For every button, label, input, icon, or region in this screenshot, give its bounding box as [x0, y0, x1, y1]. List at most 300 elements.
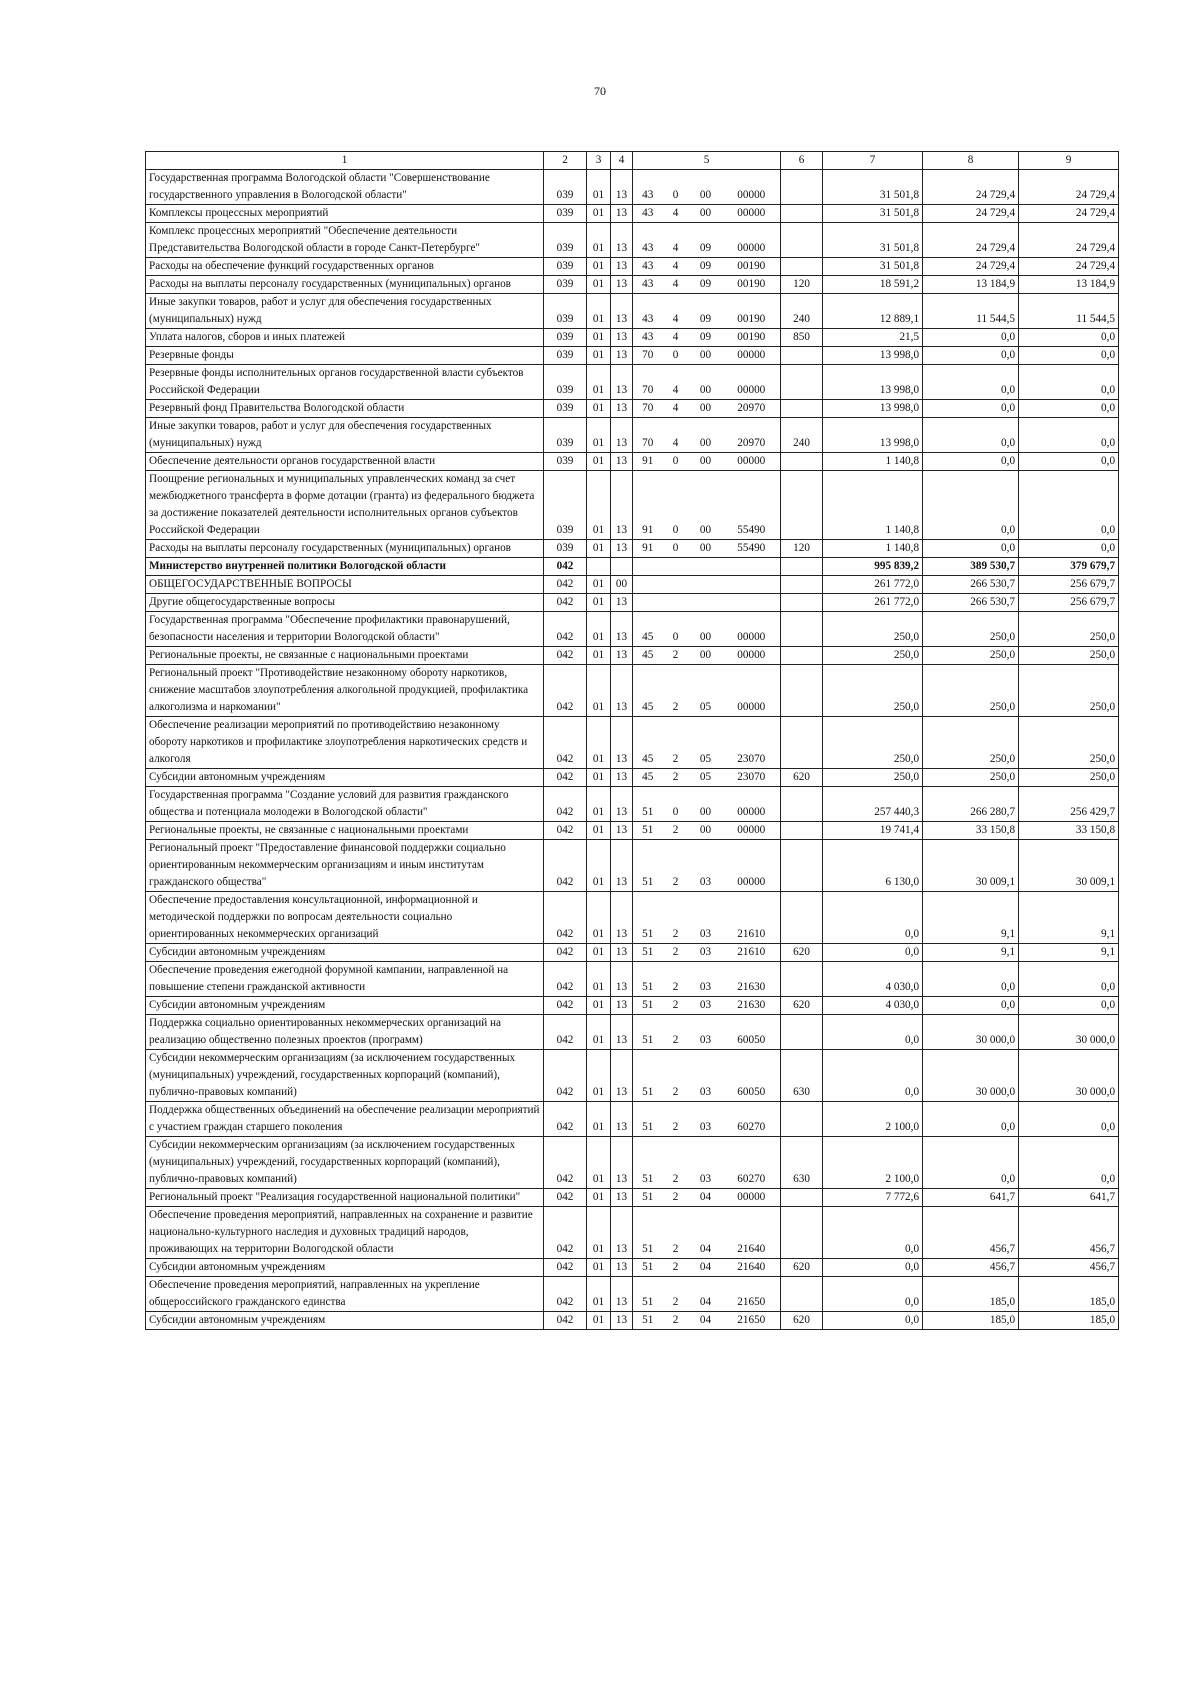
- subprogram-code-cell: 0: [663, 540, 689, 558]
- amount-year2-cell: 456,7: [923, 1207, 1019, 1259]
- subsection-code-cell: 13: [611, 822, 633, 840]
- subprogram-code-cell: 2: [663, 822, 689, 840]
- table-row: [146, 365, 1119, 400]
- subprogram-code-cell: 2: [663, 1015, 689, 1050]
- table-row: [146, 170, 1119, 205]
- subsection-code-cell: 13: [611, 329, 633, 347]
- program-code-cell: 51: [633, 1102, 663, 1137]
- program-code-cell: 45: [633, 717, 663, 769]
- row-name-cell: Резервные фонды: [146, 347, 544, 365]
- ministry-code-cell: 039: [544, 540, 587, 558]
- measure-code-cell: 00: [689, 205, 723, 223]
- subsection-code-cell: 13: [611, 400, 633, 418]
- amount-year1-cell: 12 889,1: [823, 294, 923, 329]
- program-code-cell: [633, 576, 663, 594]
- table-row: [146, 540, 1119, 558]
- ministry-code-cell: 039: [544, 471, 587, 540]
- program-code-cell: 51: [633, 1312, 663, 1330]
- measure-code-cell: 04: [689, 1189, 723, 1207]
- measure-code-cell: 04: [689, 1259, 723, 1277]
- section-code-cell: 01: [587, 717, 611, 769]
- section-code-cell: 01: [587, 997, 611, 1015]
- subsection-code-cell: 13: [611, 717, 633, 769]
- subsection-code-cell: 13: [611, 1189, 633, 1207]
- amount-year1-cell: 6 130,0: [823, 840, 923, 892]
- measure-code-cell: 09: [689, 223, 723, 258]
- subprogram-code-cell: 2: [663, 1312, 689, 1330]
- direction-code-cell: 20970: [723, 400, 781, 418]
- amount-year2-cell: 33 150,8: [923, 822, 1019, 840]
- amount-year1-cell: 31 501,8: [823, 170, 923, 205]
- row-name-cell: Государственная программа Вологодской области "Совершенствование государственного управления в Вологодской области": [146, 170, 544, 205]
- amount-year1-cell: 995 839,2: [823, 558, 923, 576]
- amount-year2-cell: 266 530,7: [923, 576, 1019, 594]
- section-code-cell: 01: [587, 840, 611, 892]
- direction-code-cell: 23070: [723, 717, 781, 769]
- amount-year1-cell: 0,0: [823, 892, 923, 944]
- program-code-cell: 51: [633, 1050, 663, 1102]
- subprogram-code-cell: 2: [663, 1050, 689, 1102]
- expense-type-cell: [781, 1102, 823, 1137]
- section-code-cell: 01: [587, 223, 611, 258]
- subsection-code-cell: 13: [611, 612, 633, 647]
- subprogram-code-cell: 4: [663, 294, 689, 329]
- program-code-cell: 70: [633, 365, 663, 400]
- direction-code-cell: 21640: [723, 1207, 781, 1259]
- section-code-cell: 01: [587, 365, 611, 400]
- measure-code-cell: 09: [689, 276, 723, 294]
- expense-type-cell: [781, 471, 823, 540]
- amount-year3-cell: 0,0: [1019, 453, 1119, 471]
- amount-year1-cell: 250,0: [823, 717, 923, 769]
- ministry-code-cell: 039: [544, 453, 587, 471]
- subsection-code-cell: 13: [611, 1207, 633, 1259]
- ministry-code-cell: 039: [544, 365, 587, 400]
- amount-year3-cell: 0,0: [1019, 347, 1119, 365]
- expense-type-cell: 630: [781, 1050, 823, 1102]
- table-row: [146, 665, 1119, 717]
- ministry-code-cell: 042: [544, 647, 587, 665]
- section-code-cell: 01: [587, 944, 611, 962]
- amount-year2-cell: 0,0: [923, 347, 1019, 365]
- measure-code-cell: 00: [689, 647, 723, 665]
- section-code-cell: 01: [587, 1189, 611, 1207]
- amount-year2-cell: 185,0: [923, 1312, 1019, 1330]
- subsection-code-cell: 13: [611, 294, 633, 329]
- direction-code-cell: 00000: [723, 365, 781, 400]
- section-code-cell: 01: [587, 1137, 611, 1189]
- measure-code-cell: 05: [689, 769, 723, 787]
- row-name-cell: Комплекс процессных мероприятий "Обеспечение деятельности Представительства Вологодской области в городе Санкт-Петербурге": [146, 223, 544, 258]
- expense-type-cell: [781, 594, 823, 612]
- program-code-cell: 51: [633, 840, 663, 892]
- subsection-code-cell: 13: [611, 1277, 633, 1312]
- table-row: [146, 1312, 1119, 1330]
- section-code-cell: 01: [587, 329, 611, 347]
- amount-year1-cell: 1 140,8: [823, 453, 923, 471]
- ministry-code-cell: 039: [544, 294, 587, 329]
- ministry-code-cell: 039: [544, 205, 587, 223]
- program-code-cell: 70: [633, 400, 663, 418]
- ministry-code-cell: 042: [544, 840, 587, 892]
- section-code-cell: 01: [587, 471, 611, 540]
- table-row: [146, 892, 1119, 944]
- measure-code-cell: 04: [689, 1207, 723, 1259]
- measure-code-cell: 03: [689, 1015, 723, 1050]
- direction-code-cell: 00000: [723, 822, 781, 840]
- measure-code-cell: 00: [689, 787, 723, 822]
- section-code-cell: 01: [587, 1102, 611, 1137]
- amount-year2-cell: 24 729,4: [923, 223, 1019, 258]
- section-code-cell: 01: [587, 400, 611, 418]
- amount-year3-cell: 0,0: [1019, 329, 1119, 347]
- program-code-cell: 51: [633, 787, 663, 822]
- subsection-code-cell: 13: [611, 418, 633, 453]
- amount-year2-cell: 24 729,4: [923, 170, 1019, 205]
- amount-year2-cell: 250,0: [923, 665, 1019, 717]
- ministry-code-cell: 042: [544, 594, 587, 612]
- amount-year1-cell: 0,0: [823, 1277, 923, 1312]
- subprogram-code-cell: 0: [663, 787, 689, 822]
- row-name-cell: Иные закупки товаров, работ и услуг для обеспечения государственных (муниципальных) нужд: [146, 418, 544, 453]
- amount-year3-cell: 456,7: [1019, 1259, 1119, 1277]
- section-code-cell: 01: [587, 665, 611, 717]
- direction-code-cell: 21630: [723, 997, 781, 1015]
- subprogram-code-cell: 2: [663, 717, 689, 769]
- subsection-code-cell: 13: [611, 944, 633, 962]
- ministry-code-cell: 042: [544, 892, 587, 944]
- amount-year2-cell: 250,0: [923, 612, 1019, 647]
- amount-year1-cell: 2 100,0: [823, 1137, 923, 1189]
- subprogram-code-cell: 2: [663, 840, 689, 892]
- section-code-cell: 01: [587, 962, 611, 997]
- section-code-cell: 01: [587, 647, 611, 665]
- ministry-code-cell: 042: [544, 822, 587, 840]
- table-row: [146, 647, 1119, 665]
- row-name-cell: Субсидии некоммерческим организациям (за исключением государственных (муниципальных) учреждений, государственных корпораций (компаний), публично-правовых компаний): [146, 1050, 544, 1102]
- ministry-code-cell: 042: [544, 962, 587, 997]
- amount-year3-cell: 0,0: [1019, 1137, 1119, 1189]
- ministry-code-cell: 042: [544, 787, 587, 822]
- row-name-cell: Субсидии автономным учреждениям: [146, 997, 544, 1015]
- row-name-cell: Региональные проекты, не связанные с национальными проектами: [146, 822, 544, 840]
- amount-year3-cell: 0,0: [1019, 365, 1119, 400]
- ministry-code-cell: 039: [544, 347, 587, 365]
- expense-type-cell: [781, 347, 823, 365]
- table-row: [146, 1102, 1119, 1137]
- ministry-code-cell: 042: [544, 717, 587, 769]
- amount-year2-cell: 24 729,4: [923, 258, 1019, 276]
- program-code-cell: 51: [633, 1137, 663, 1189]
- amount-year1-cell: 31 501,8: [823, 205, 923, 223]
- budget-table: [145, 151, 1119, 1330]
- subsection-code-cell: 13: [611, 892, 633, 944]
- direction-code-cell: 00000: [723, 1189, 781, 1207]
- amount-year3-cell: 9,1: [1019, 892, 1119, 944]
- subsection-code-cell: 13: [611, 1259, 633, 1277]
- amount-year3-cell: 24 729,4: [1019, 223, 1119, 258]
- subprogram-code-cell: 4: [663, 400, 689, 418]
- subprogram-code-cell: 2: [663, 665, 689, 717]
- row-name-cell: Субсидии некоммерческим организациям (за исключением государственных (муниципальных) учреждений, государственных корпораций (компаний), публично-правовых компаний): [146, 1137, 544, 1189]
- expense-type-cell: [781, 576, 823, 594]
- table-row: [146, 612, 1119, 647]
- amount-year1-cell: 261 772,0: [823, 594, 923, 612]
- amount-year1-cell: 0,0: [823, 1050, 923, 1102]
- table-row: [146, 840, 1119, 892]
- subprogram-code-cell: 2: [663, 892, 689, 944]
- subprogram-code-cell: 2: [663, 1137, 689, 1189]
- table-row: [146, 276, 1119, 294]
- expense-type-cell: [781, 1207, 823, 1259]
- direction-code-cell: 55490: [723, 471, 781, 540]
- subsection-code-cell: 13: [611, 170, 633, 205]
- amount-year1-cell: 0,0: [823, 1015, 923, 1050]
- table-row: [146, 418, 1119, 453]
- table-row: [146, 1189, 1119, 1207]
- ministry-code-cell: 039: [544, 418, 587, 453]
- row-name-cell: Резервные фонды исполнительных органов государственной власти субъектов Российской Федерации: [146, 365, 544, 400]
- program-code-cell: 91: [633, 540, 663, 558]
- table-row: [146, 1207, 1119, 1259]
- amount-year3-cell: 30 009,1: [1019, 840, 1119, 892]
- table-body: [146, 170, 1119, 1330]
- ministry-code-cell: 039: [544, 223, 587, 258]
- amount-year2-cell: 641,7: [923, 1189, 1019, 1207]
- amount-year3-cell: 0,0: [1019, 471, 1119, 540]
- subsection-code-cell: 13: [611, 647, 633, 665]
- amount-year2-cell: 250,0: [923, 717, 1019, 769]
- subsection-code-cell: 13: [611, 594, 633, 612]
- direction-code-cell: 21630: [723, 962, 781, 997]
- direction-code-cell: 00190: [723, 294, 781, 329]
- amount-year3-cell: 30 000,0: [1019, 1050, 1119, 1102]
- section-code-cell: 01: [587, 787, 611, 822]
- program-code-cell: [633, 558, 663, 576]
- ministry-code-cell: 039: [544, 276, 587, 294]
- expense-type-cell: [781, 258, 823, 276]
- section-code-cell: [587, 558, 611, 576]
- subprogram-code-cell: 4: [663, 223, 689, 258]
- expense-type-cell: [781, 787, 823, 822]
- measure-code-cell: 03: [689, 997, 723, 1015]
- amount-year3-cell: 379 679,7: [1019, 558, 1119, 576]
- row-name-cell: Субсидии автономным учреждениям: [146, 769, 544, 787]
- program-code-cell: 45: [633, 612, 663, 647]
- amount-year1-cell: 13 998,0: [823, 418, 923, 453]
- subsection-code-cell: 13: [611, 665, 633, 717]
- subsection-code-cell: 13: [611, 997, 633, 1015]
- measure-code-cell: 03: [689, 1102, 723, 1137]
- direction-code-cell: 00000: [723, 840, 781, 892]
- subprogram-code-cell: 0: [663, 471, 689, 540]
- row-name-cell: Обеспечение проведения мероприятий, направленных на укрепление общероссийского гражданского единства: [146, 1277, 544, 1312]
- table-row: [146, 944, 1119, 962]
- row-name-cell: Расходы на выплаты персоналу государственных (муниципальных) органов: [146, 540, 544, 558]
- row-name-cell: Министерство внутренней политики Вологодской области: [146, 558, 544, 576]
- program-code-cell: 51: [633, 1259, 663, 1277]
- amount-year2-cell: 0,0: [923, 400, 1019, 418]
- ministry-code-cell: 042: [544, 1050, 587, 1102]
- program-code-cell: 91: [633, 453, 663, 471]
- table-row: [146, 1259, 1119, 1277]
- section-code-cell: 01: [587, 769, 611, 787]
- direction-code-cell: 21650: [723, 1277, 781, 1312]
- ministry-code-cell: 039: [544, 400, 587, 418]
- program-code-cell: 45: [633, 665, 663, 717]
- section-code-cell: 01: [587, 418, 611, 453]
- measure-code-cell: 00: [689, 822, 723, 840]
- measure-code-cell: 04: [689, 1277, 723, 1312]
- table-row: [146, 223, 1119, 258]
- expense-type-cell: [781, 205, 823, 223]
- direction-code-cell: 00190: [723, 258, 781, 276]
- amount-year2-cell: 0,0: [923, 418, 1019, 453]
- subsection-code-cell: 13: [611, 769, 633, 787]
- ministry-code-cell: 039: [544, 170, 587, 205]
- amount-year1-cell: 0,0: [823, 944, 923, 962]
- amount-year1-cell: 13 998,0: [823, 400, 923, 418]
- expense-type-cell: 120: [781, 540, 823, 558]
- amount-year1-cell: 1 140,8: [823, 540, 923, 558]
- ministry-code-cell: 042: [544, 1102, 587, 1137]
- expense-type-cell: [781, 170, 823, 205]
- amount-year3-cell: 250,0: [1019, 665, 1119, 717]
- direction-code-cell: 20970: [723, 418, 781, 453]
- measure-code-cell: 03: [689, 1137, 723, 1189]
- table-header-row: [146, 152, 1119, 170]
- amount-year2-cell: 0,0: [923, 540, 1019, 558]
- program-code-cell: 43: [633, 276, 663, 294]
- measure-code-cell: 09: [689, 258, 723, 276]
- measure-code-cell: [689, 558, 723, 576]
- subsection-code-cell: 13: [611, 540, 633, 558]
- measure-code-cell: 05: [689, 665, 723, 717]
- expense-type-cell: 630: [781, 1137, 823, 1189]
- direction-code-cell: 00000: [723, 347, 781, 365]
- expense-type-cell: 850: [781, 329, 823, 347]
- subsection-code-cell: 13: [611, 1102, 633, 1137]
- direction-code-cell: 00000: [723, 223, 781, 258]
- amount-year1-cell: 18 591,2: [823, 276, 923, 294]
- amount-year2-cell: 0,0: [923, 453, 1019, 471]
- table-row: [146, 558, 1119, 576]
- expense-type-cell: [781, 717, 823, 769]
- section-code-cell: 01: [587, 540, 611, 558]
- row-name-cell: Другие общегосударственные вопросы: [146, 594, 544, 612]
- program-code-cell: 45: [633, 647, 663, 665]
- amount-year3-cell: 256 679,7: [1019, 576, 1119, 594]
- expense-type-cell: 620: [781, 1259, 823, 1277]
- row-name-cell: Поддержка социально ориентированных некоммерческих организаций на реализацию общественно полезных проектов (программ): [146, 1015, 544, 1050]
- row-name-cell: Расходы на обеспечение функций государственных органов: [146, 258, 544, 276]
- amount-year1-cell: 13 998,0: [823, 365, 923, 400]
- amount-year1-cell: 1 140,8: [823, 471, 923, 540]
- table-row: [146, 576, 1119, 594]
- expense-type-cell: [781, 892, 823, 944]
- subprogram-code-cell: 0: [663, 347, 689, 365]
- amount-year1-cell: 31 501,8: [823, 258, 923, 276]
- subsection-code-cell: 13: [611, 1015, 633, 1050]
- direction-code-cell: 00000: [723, 205, 781, 223]
- row-name-cell: ОБЩЕГОСУДАРСТВЕННЫЕ ВОПРОСЫ: [146, 576, 544, 594]
- ministry-code-cell: 042: [544, 1189, 587, 1207]
- table-row: [146, 997, 1119, 1015]
- program-code-cell: 51: [633, 1207, 663, 1259]
- amount-year1-cell: 250,0: [823, 665, 923, 717]
- subprogram-code-cell: 4: [663, 365, 689, 400]
- amount-year3-cell: 0,0: [1019, 1102, 1119, 1137]
- measure-code-cell: 00: [689, 347, 723, 365]
- direction-code-cell: 21610: [723, 944, 781, 962]
- row-name-cell: Поощрение региональных и муниципальных управленческих команд за счет межбюджетного трансферта в форме дотации (гранта) из федерального бюджета за достижение показателей деятельности исполнительных органов субъектов Российской Федерации: [146, 471, 544, 540]
- program-code-cell: 70: [633, 347, 663, 365]
- subsection-code-cell: 13: [611, 347, 633, 365]
- program-code-cell: 43: [633, 170, 663, 205]
- row-name-cell: Региональный проект "Противодействие незаконному обороту наркотиков, снижение масштабов злоупотребления алкогольной продукцией, профилактика алкоголизма и наркомании": [146, 665, 544, 717]
- expense-type-cell: [781, 962, 823, 997]
- amount-year2-cell: 11 544,5: [923, 294, 1019, 329]
- program-code-cell: [633, 594, 663, 612]
- direction-code-cell: 00000: [723, 665, 781, 717]
- subprogram-code-cell: 2: [663, 1277, 689, 1312]
- subprogram-code-cell: 2: [663, 944, 689, 962]
- section-code-cell: 01: [587, 453, 611, 471]
- subprogram-code-cell: 4: [663, 418, 689, 453]
- program-code-cell: 45: [633, 769, 663, 787]
- amount-year3-cell: 456,7: [1019, 1207, 1119, 1259]
- amount-year3-cell: 0,0: [1019, 997, 1119, 1015]
- amount-year3-cell: 0,0: [1019, 400, 1119, 418]
- expense-type-cell: 240: [781, 294, 823, 329]
- amount-year2-cell: 266 530,7: [923, 594, 1019, 612]
- table-row: [146, 822, 1119, 840]
- subprogram-code-cell: 2: [663, 647, 689, 665]
- amount-year2-cell: 266 280,7: [923, 787, 1019, 822]
- subsection-code-cell: 13: [611, 365, 633, 400]
- amount-year2-cell: 9,1: [923, 892, 1019, 944]
- amount-year3-cell: 33 150,8: [1019, 822, 1119, 840]
- amount-year3-cell: 250,0: [1019, 769, 1119, 787]
- ministry-code-cell: 042: [544, 1015, 587, 1050]
- amount-year3-cell: 256 679,7: [1019, 594, 1119, 612]
- amount-year3-cell: 256 429,7: [1019, 787, 1119, 822]
- subprogram-code-cell: 2: [663, 1259, 689, 1277]
- direction-code-cell: [723, 594, 781, 612]
- row-name-cell: Региональный проект "Реализация государственной национальной политики": [146, 1189, 544, 1207]
- table-row: [146, 787, 1119, 822]
- subsection-code-cell: 13: [611, 223, 633, 258]
- ministry-code-cell: 042: [544, 944, 587, 962]
- table-row: [146, 294, 1119, 329]
- direction-code-cell: 21640: [723, 1259, 781, 1277]
- amount-year2-cell: 389 530,7: [923, 558, 1019, 576]
- amount-year3-cell: 13 184,9: [1019, 276, 1119, 294]
- amount-year3-cell: 24 729,4: [1019, 258, 1119, 276]
- section-code-cell: 01: [587, 612, 611, 647]
- table-row: [146, 453, 1119, 471]
- amount-year3-cell: 24 729,4: [1019, 170, 1119, 205]
- amount-year3-cell: 250,0: [1019, 647, 1119, 665]
- subprogram-code-cell: 2: [663, 1207, 689, 1259]
- program-code-cell: 91: [633, 471, 663, 540]
- section-code-cell: 01: [587, 347, 611, 365]
- expense-type-cell: 620: [781, 769, 823, 787]
- direction-code-cell: 21610: [723, 892, 781, 944]
- expense-type-cell: [781, 558, 823, 576]
- direction-code-cell: 00000: [723, 612, 781, 647]
- direction-code-cell: 60050: [723, 1015, 781, 1050]
